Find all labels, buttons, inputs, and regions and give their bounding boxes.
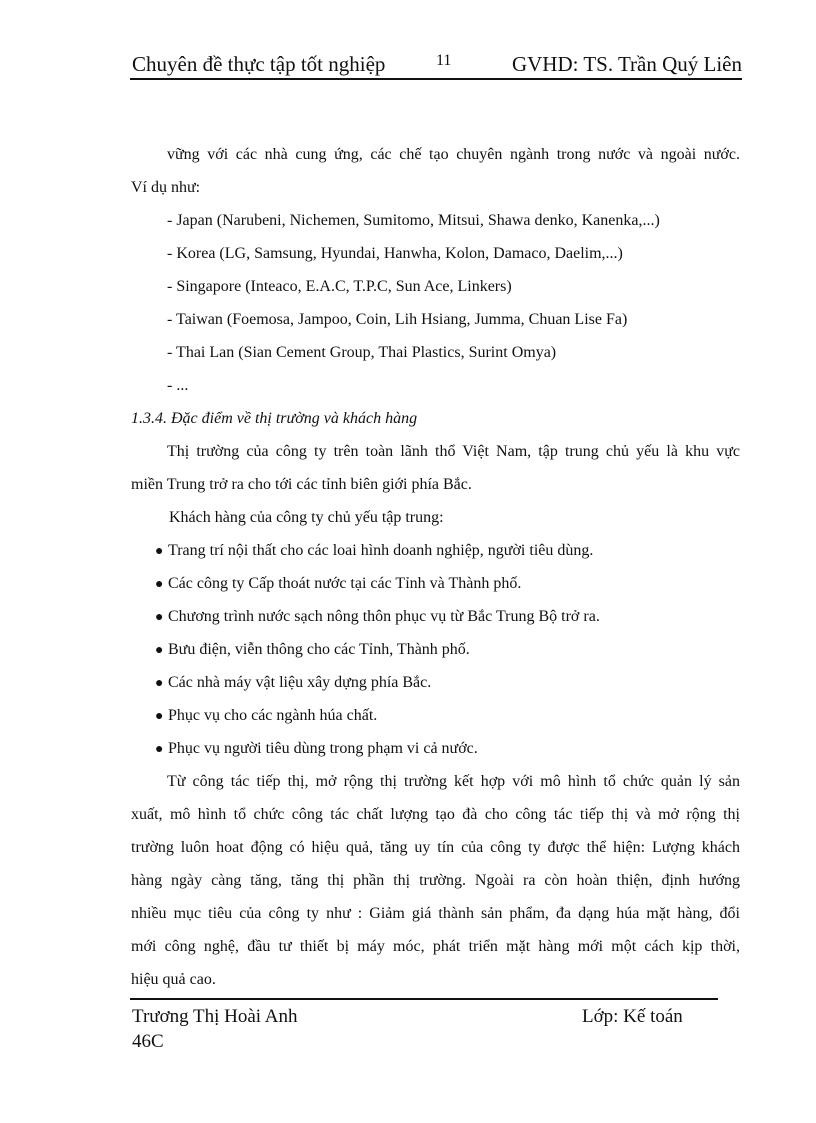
header-rule bbox=[130, 78, 742, 80]
line-text: Thị trường của công ty trên toàn lãnh thổ Việt Nam, tập trung chủ yếu là khu vực bbox=[167, 443, 740, 460]
line-text: - ... bbox=[167, 377, 189, 394]
bullet-item bbox=[131, 534, 740, 567]
bullet-item bbox=[131, 666, 740, 699]
header-title: Chuyên đề thực tập tốt nghiệp bbox=[132, 52, 386, 76]
bullet-item bbox=[131, 633, 740, 666]
line-text: Trang trí nội thất cho các loai hình doanh nghiệp, người tiêu dùng. bbox=[168, 542, 594, 559]
section-heading bbox=[131, 402, 740, 435]
text-line bbox=[131, 336, 740, 369]
line-text: Phục vụ cho các ngành húa chất. bbox=[168, 707, 378, 724]
text-line bbox=[131, 138, 740, 171]
line-text: vững với các nhà cung ứng, các chế tạo chuyên ngành trong nước và ngoài nước. bbox=[167, 146, 740, 163]
text-line bbox=[131, 930, 740, 963]
text-line bbox=[131, 468, 740, 501]
bullet-icon: ● bbox=[155, 610, 164, 625]
line-text: hiệu quả cao. bbox=[131, 971, 216, 988]
line-text: - Thai Lan (Sian Cement Group, Thai Plastics, Surint Omya) bbox=[167, 344, 557, 361]
bullet-item bbox=[131, 567, 740, 600]
page-number: 11 bbox=[436, 52, 452, 69]
bullet-icon: ● bbox=[155, 742, 164, 757]
text-line bbox=[131, 897, 740, 930]
line-text: trường luôn hoat động có hiệu quả, tăng uy tín của công ty được thể hiện: Lượng khách bbox=[131, 839, 740, 856]
line-text: Chương trình nước sạch nông thôn phục vụ từ Bắc Trung Bộ trở ra. bbox=[168, 608, 600, 625]
line-text: - Taiwan (Foemosa, Jampoo, Coin, Lih Hsiang, Jumma, Chuan Lise Fa) bbox=[167, 311, 628, 328]
line-text: Bưu điện, viễn thông cho các Tỉnh, Thành phố. bbox=[168, 641, 470, 658]
line-text: Ví dụ như: bbox=[131, 179, 201, 196]
text-line bbox=[131, 864, 740, 897]
text-line bbox=[131, 831, 740, 864]
bullet-item bbox=[131, 600, 740, 633]
text-line bbox=[131, 204, 740, 237]
line-text: - Singapore (Inteaco, E.A.C, T.P.C, Sun Ace, Linkers) bbox=[167, 278, 512, 295]
line-text: xuất, mô hình tổ chức công tác chất lượng tạo đà cho công tác tiếp thị và mở rộng thị bbox=[131, 806, 740, 823]
text-line bbox=[131, 237, 740, 270]
text-line bbox=[131, 270, 740, 303]
bullet-item bbox=[131, 732, 740, 765]
header-advisor: GVHD: TS. Trần Quý Liên bbox=[511, 52, 742, 76]
text-line bbox=[131, 765, 740, 798]
text-line bbox=[131, 369, 740, 402]
line-text: Khách hàng của công ty chủ yếu tập trung: bbox=[169, 509, 444, 526]
bullet-icon: ● bbox=[155, 544, 164, 559]
footer-rule bbox=[130, 998, 718, 1000]
line-text: - Korea (LG, Samsung, Hyundai, Hanwha, Kolon, Damaco, Daelim,...) bbox=[167, 245, 623, 262]
line-text: miền Trung trở ra cho tới các tỉnh biên giới phía Bắc. bbox=[131, 476, 472, 493]
footer-class-code: 46C bbox=[132, 1031, 164, 1052]
text-line bbox=[131, 171, 740, 204]
line-text: 1.3.4. Đặc điểm về thị trường và khách hàng bbox=[131, 410, 418, 427]
line-text: Phục vụ người tiêu dùng trong phạm vi cả nước. bbox=[168, 740, 478, 757]
text-line bbox=[131, 303, 740, 336]
text-line bbox=[131, 798, 740, 831]
bullet-icon: ● bbox=[155, 643, 164, 658]
line-text: Từ công tác tiếp thị, mở rộng thị trường kết hợp với mô hình tổ chức quản lý sản bbox=[167, 773, 740, 790]
body-text bbox=[131, 138, 740, 996]
text-line bbox=[131, 501, 740, 534]
line-text: hàng ngày càng tăng, tăng thị phần thị trường. Ngoài ra còn hoàn thiện, định hướng bbox=[131, 872, 740, 889]
text-line bbox=[131, 435, 740, 468]
page-header bbox=[130, 50, 742, 80]
page-footer bbox=[130, 998, 720, 1052]
bullet-item bbox=[131, 699, 740, 732]
text-line bbox=[131, 963, 740, 996]
footer-author: Trương Thị Hoài Anh bbox=[132, 1006, 298, 1027]
line-text: - Japan (Narubeni, Nichemen, Sumitomo, Mitsui, Shawa denko, Kanenka,...) bbox=[167, 212, 660, 229]
bullet-icon: ● bbox=[155, 676, 164, 691]
bullet-icon: ● bbox=[155, 577, 164, 592]
line-text: mới công nghệ, đầu tư thiết bị máy móc, phát triển mặt hàng mới một cách kịp thời, bbox=[131, 938, 740, 955]
line-text: nhiều mục tiêu của công ty như : Giảm giá thành sản phẩm, đa dạng húa mặt hàng, đổi bbox=[131, 905, 740, 922]
line-text: Các nhà máy vật liệu xây dựng phía Bắc. bbox=[168, 674, 432, 691]
footer-class: Lớp: Kế toán bbox=[582, 1006, 683, 1027]
line-text: Các công ty Cấp thoát nước tại các Tỉnh và Thành phố. bbox=[168, 575, 522, 592]
bullet-icon: ● bbox=[155, 709, 164, 724]
